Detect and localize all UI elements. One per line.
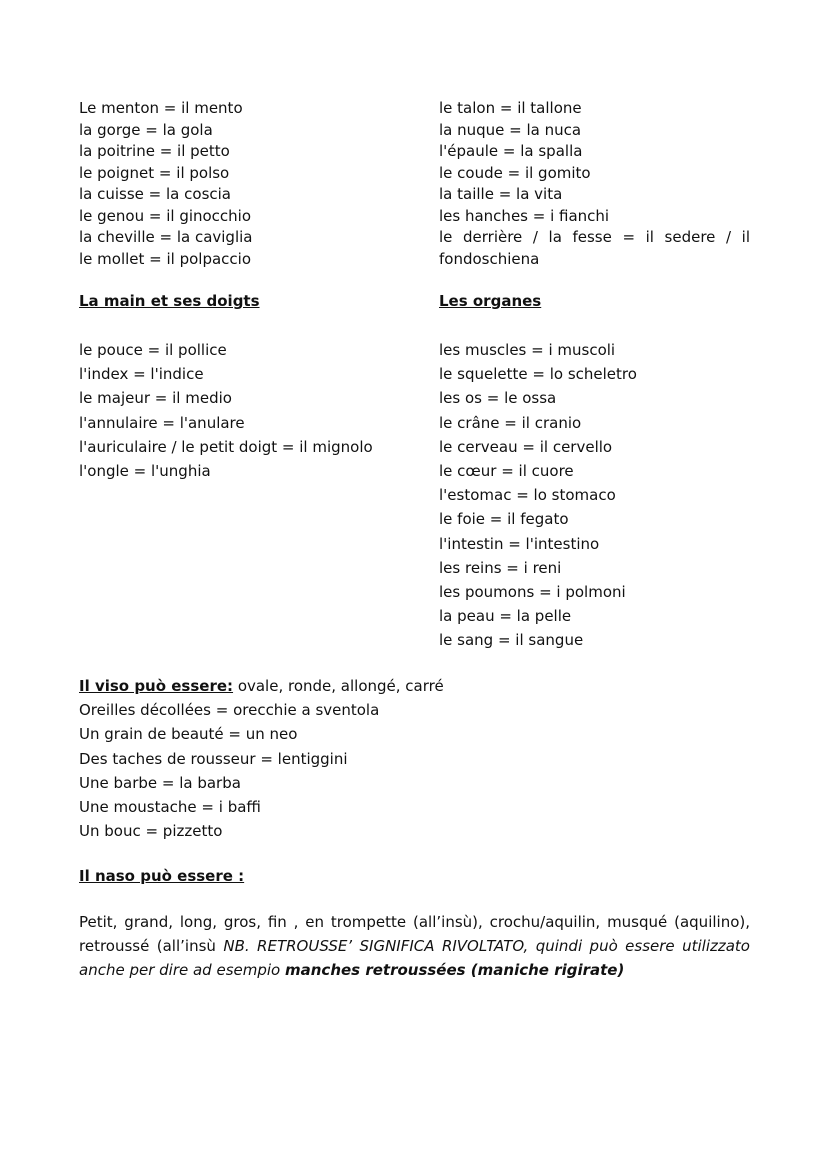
list-item: la nuque = la nuca (439, 120, 582, 139)
list-item: l'estomac = lo stomaco (439, 486, 616, 505)
section-heading-organs: Les organes (439, 292, 542, 310)
hand-list (79, 338, 419, 483)
list-item: le crâne = il cranio (439, 413, 582, 432)
list-item: les reins = i reni (439, 558, 562, 577)
list-item: Le menton = il mento (79, 99, 243, 117)
face-label: Il viso può essere: (79, 677, 234, 695)
list-item: Oreilles décollées = orecchie a sventola (79, 701, 380, 720)
list-item: fondoschiena (439, 249, 540, 268)
body-parts-list-right (439, 98, 750, 270)
list-item: le poignet = il polso (79, 163, 230, 182)
nose-text-italic: NB. RETROUSSE’ SIGNIFICA RIVOLTATO, quindi può essere utilizzato anche per dire ad esempio (79, 937, 750, 980)
list-item: le pouce = il pollice (79, 341, 227, 359)
list-item: le sang = il sangue (439, 631, 584, 650)
list-item: l'index = l'indice (79, 365, 204, 384)
section-heading-hand: La main et ses doigts (79, 292, 260, 310)
list-item: la poitrine = il petto (79, 142, 230, 160)
list-item: le foie = il fegato (439, 510, 569, 529)
list-item: Une moustache = i baffi (79, 798, 261, 817)
list-item: la peau = la pelle (439, 607, 572, 626)
nose-text-bold-italic: manches retroussées (maniche rigirate) (285, 961, 625, 980)
face-intro-line (79, 674, 759, 698)
section-heading-nose: Il naso può essere : (79, 867, 245, 885)
list-item: Une barbe = la barba (79, 773, 241, 792)
list-item: le coude = il gomito (439, 163, 591, 182)
list-item: les muscles = i muscoli (439, 341, 616, 359)
list-item: l'annulaire = l'anulare (79, 413, 245, 432)
list-item: l'auriculaire / le petit doigt = il mignolo (79, 437, 373, 456)
list-item: le squelette = lo scheletro (439, 365, 637, 384)
list-item: l'épaule = la spalla (439, 142, 583, 160)
list-item: le cerveau = il cervello (439, 437, 613, 456)
list-item: les poumons = i polmoni (439, 583, 626, 602)
list-item: l'ongle = l'unghia (79, 462, 211, 481)
list-item: les hanches = i fianchi (439, 206, 610, 225)
list-item: le talon = il tallone (439, 99, 582, 117)
list-item: Un grain de beauté = un neo (79, 725, 298, 744)
list-item: le derrière / la fesse = il sedere / il (439, 228, 750, 246)
list-item: la cuisse = la coscia (79, 185, 231, 203)
list-item: le genou = il ginocchio (79, 206, 252, 225)
organs-list (439, 338, 750, 653)
list-item: l'intestin = l'intestino (439, 534, 600, 553)
nose-text-plain: Petit, grand, long, gros, fin , en trompette (all’insù), crochu/aquilin, musqué (aquilino), retroussé (all’insù (79, 913, 750, 956)
list-item: la cheville = la caviglia (79, 228, 253, 246)
list-item: la gorge = la gola (79, 120, 213, 139)
list-item: le mollet = il polpaccio (79, 249, 252, 268)
nose-paragraph (79, 910, 750, 983)
list-item: la taille = la vita (439, 185, 563, 203)
face-section (79, 674, 759, 843)
list-item: les os = le ossa (439, 389, 557, 408)
list-item: Des taches de rousseur = lentiggini (79, 749, 348, 768)
face-label-value: ovale, ronde, allongé, carré (233, 677, 444, 695)
body-parts-list-left (79, 98, 419, 270)
list-item: le cœur = il cuore (439, 462, 574, 481)
list-item: Un bouc = pizzetto (79, 822, 223, 841)
list-item: le majeur = il medio (79, 389, 232, 408)
